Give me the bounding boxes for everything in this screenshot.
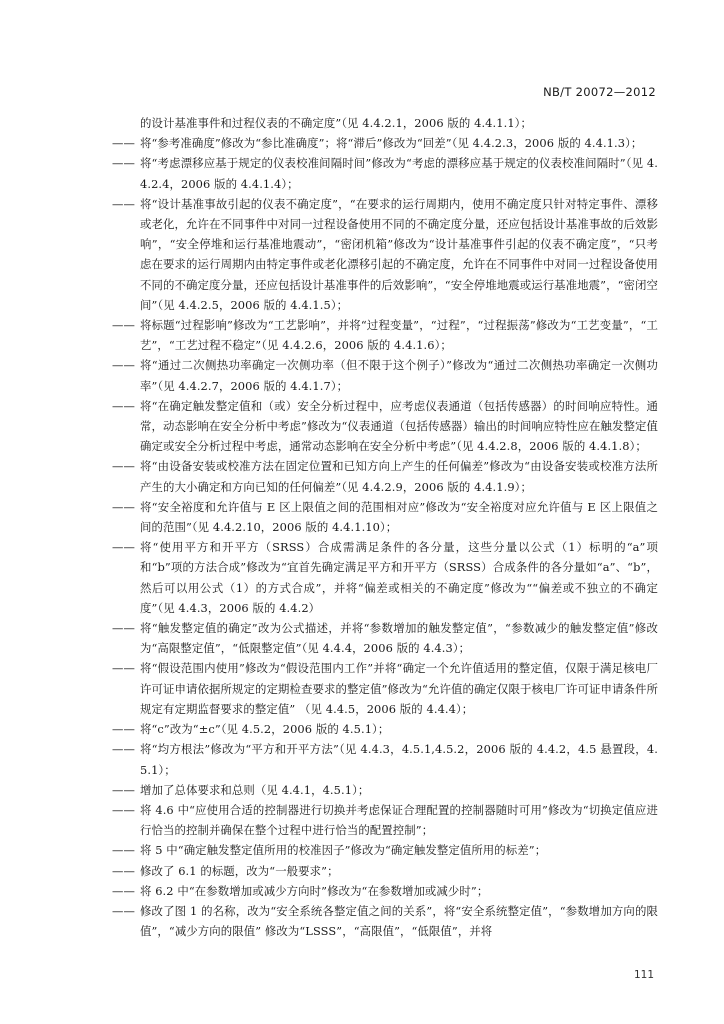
dash-marker: ——	[112, 540, 135, 555]
list-item	[112, 133, 658, 153]
list-item-text: 将“由设备安装或校准方法在固定位置和已知方向上产生的任何偏差”修改为“由设备安装或校准方法所产生的大小确定和方向已知的任何偏差”（见 4.4.2.9，2006 版的 4.4.1.9）；	[140, 459, 658, 494]
list-item	[112, 315, 658, 355]
list-item-text: 将“考虑漂移应基于规定的仪表校准间隔时间”修改为“考虑的漂移应基于规定的仪表校准间隔时”（见 4.4.2.4，2006 版的 4.4.1.4）；	[140, 156, 658, 191]
list-item-text: 增加了总体要求和总则（见 4.4.1，4.5.1）；	[140, 782, 370, 797]
list-item	[112, 780, 658, 800]
dash-marker: ——	[112, 883, 135, 898]
dash-marker: ——	[112, 196, 135, 211]
list-item-text: 将“触发整定值的确定”改为公式描述，并将“参数增加的触发整定值”，“参数减少的触发整定值”修改为“高限整定值”，“低限整定值”（见 4.4.4，2006 版的 4.4.3）；	[140, 621, 658, 656]
dash-marker: ——	[112, 318, 135, 333]
list-item	[112, 537, 658, 618]
list-item	[112, 840, 658, 860]
dash-marker: ——	[112, 136, 135, 151]
list-item	[112, 396, 658, 457]
list-item-text: 将“参考准确度”修改为“参比准确度”；将“滞后”修改为“回差”（见 4.4.2.3，2006 版的 4.4.1.3）；	[140, 136, 643, 151]
dash-marker: ——	[112, 398, 135, 413]
dash-marker: ——	[112, 156, 135, 171]
list-item	[112, 719, 658, 739]
dash-marker: ——	[112, 742, 135, 757]
body-text	[112, 113, 658, 941]
list-item	[112, 497, 658, 537]
list-item	[112, 355, 658, 395]
dash-marker: ——	[112, 358, 135, 373]
list-item	[112, 800, 658, 840]
document-code: NB/T 20072—2012	[543, 85, 656, 99]
dash-marker: ——	[112, 802, 135, 817]
list-item-text: 将“均方根法”修改为“平方和开平方法”（见 4.4.3，4.5.1,4.5.2，2006 版的 4.4.2，4.5 悬置段，4.5.1）；	[140, 742, 658, 777]
list-item-text: 将 4.6 中“应使用合适的控制器进行切换并考虑保证合理配置的控制器随时可用”修改为“切换定值应进行恰当的控制并确保在整个过程中进行恰当的配置控制”；	[140, 802, 658, 838]
list-item-text: 修改了图 1 的名称，改为“安全系统各整定值之间的关系”，将“安全系统整定值”，“参数增加方向的限值”，“减少方向的限值” 修改为“LSSS”，“高限值”，“低限值”，并将	[140, 903, 658, 939]
list-item-text: 将“在确定触发整定值和（或）安全分析过程中，应考虑仪表通道（包括传感器）的时间响应特性。通常，动态影响在安全分析中考虑”修改为“仪表通道（包括传感器）输出的时间响应特性应在触发整定值确定或安全分析过程中考虑，通常动态影响在安全分析中考虑”（见 4.4.2.8，2006 版的 4.4.1.8）；	[140, 398, 658, 454]
list-item	[112, 194, 658, 315]
dash-marker: ——	[112, 843, 135, 858]
list-item-text: 将“c”改为“±c”（见 4.5.2，2006 版的 4.5.1）；	[140, 722, 390, 737]
list-item	[112, 881, 658, 901]
list-item-continuation	[112, 113, 658, 133]
dash-marker: ——	[112, 499, 135, 514]
dash-marker: ——	[112, 722, 135, 737]
dash-marker: ——	[112, 459, 135, 474]
list-item	[112, 618, 658, 658]
list-item	[112, 456, 658, 496]
list-item	[112, 658, 658, 719]
list-item-text: 将“通过二次侧热功率确定一次侧功率（但不限于这个例子）”修改为“通过二次侧热功率确定一次侧功率”（见 4.4.2.7，2006 版的 4.4.1.7）；	[140, 358, 658, 393]
dash-marker: ——	[112, 903, 135, 918]
list-item	[112, 153, 658, 193]
list-item	[112, 901, 658, 941]
dash-marker: ——	[112, 621, 135, 636]
list-item	[112, 861, 658, 881]
list-item-text: 将标题“过程影响”修改为“工艺影响”，并将“过程变量”，“过程”，“过程振荡”修改为“工艺变量”，“工艺”，“工艺过程不稳定”（见 4.4.2.6，2006 版的 4.4.1.6）；	[140, 318, 658, 353]
list-item-text: 将 6.2 中“在参数增加或减少方向时”修改为“在参数增加或减少时”；	[140, 883, 489, 898]
dash-marker: ——	[112, 661, 135, 676]
list-item-text: 将“使用平方和开平方（SRSS）合成需满足条件的各分量，这些分量以公式（1）标明的“a”项和“b”项的方法合成”修改为“宜首先确定满足平方和开平方（SRSS）合成条件的各分量如“a”、“b”，然后可以用公式（1）的方式合成”，并将“偏差或相关的不确定度”修改为““偏差或不独立的不确定度”（见 4.4.3，2006 版的 4.4.2）	[140, 540, 658, 615]
list-item	[112, 739, 658, 779]
list-item-text: 修改了 6.1 的标题，改为“一般要求”；	[140, 863, 339, 878]
page-number: 111	[633, 969, 654, 981]
dash-marker: ——	[112, 782, 135, 797]
list-item-text: 将 5 中“确定触发整定值所用的校准因子”修改为“确定触发整定值所用的标差”；	[140, 843, 547, 858]
list-item-text: 将“设计基准事故引起的仪表不确定度”，“在要求的运行周期内，使用不确定度只针对特定事件、漂移或老化，允许在不同事件中对同一过程设备使用不同的不确定度分量，还应包括设计基准事故的后效影响”，“安全停堆和运行基准地震动”，“密闭机箱”修改为“设计基准事件引起的仪表不确定度”，“只考虑在要求的运行周期内由特定事件或老化漂移引起的不确定度，允许在不同事件中对同一过程设备使用不同的不确定度分量，还应包括设计基准事件的后效影响”，“安全停堆地震或运行基准地震”，“密闭空间”（见 4.4.2.5，2006 版的 4.4.1.5）；	[140, 196, 658, 312]
list-item-text: 将“安全裕度和允许值与 E 区上限值之间的范围相对应”修改为“安全裕度对应允许值与 E 区上限值之间的范围”（见 4.4.2.10，2006 版的 4.4.1.10）；	[140, 499, 658, 535]
list-item-text: 的设计基准事件和过程仪表的不确定度”（见 4.4.2.1，2006 版的 4.4.1.1）；	[140, 116, 532, 130]
dash-marker: ——	[112, 863, 135, 878]
list-item-text: 将“假设范围内使用”修改为“假设范围内工作”并将“确定一个允许值适用的整定值，仅限于满足核电厂许可证申请依据所规定的定期检查要求的整定值”修改为“允许值的确定仅限于核电厂许可证申请条件所规定有定期监督要求的整定值” （见 4.4.5，2006 版的 4.4.4）；	[140, 661, 658, 716]
